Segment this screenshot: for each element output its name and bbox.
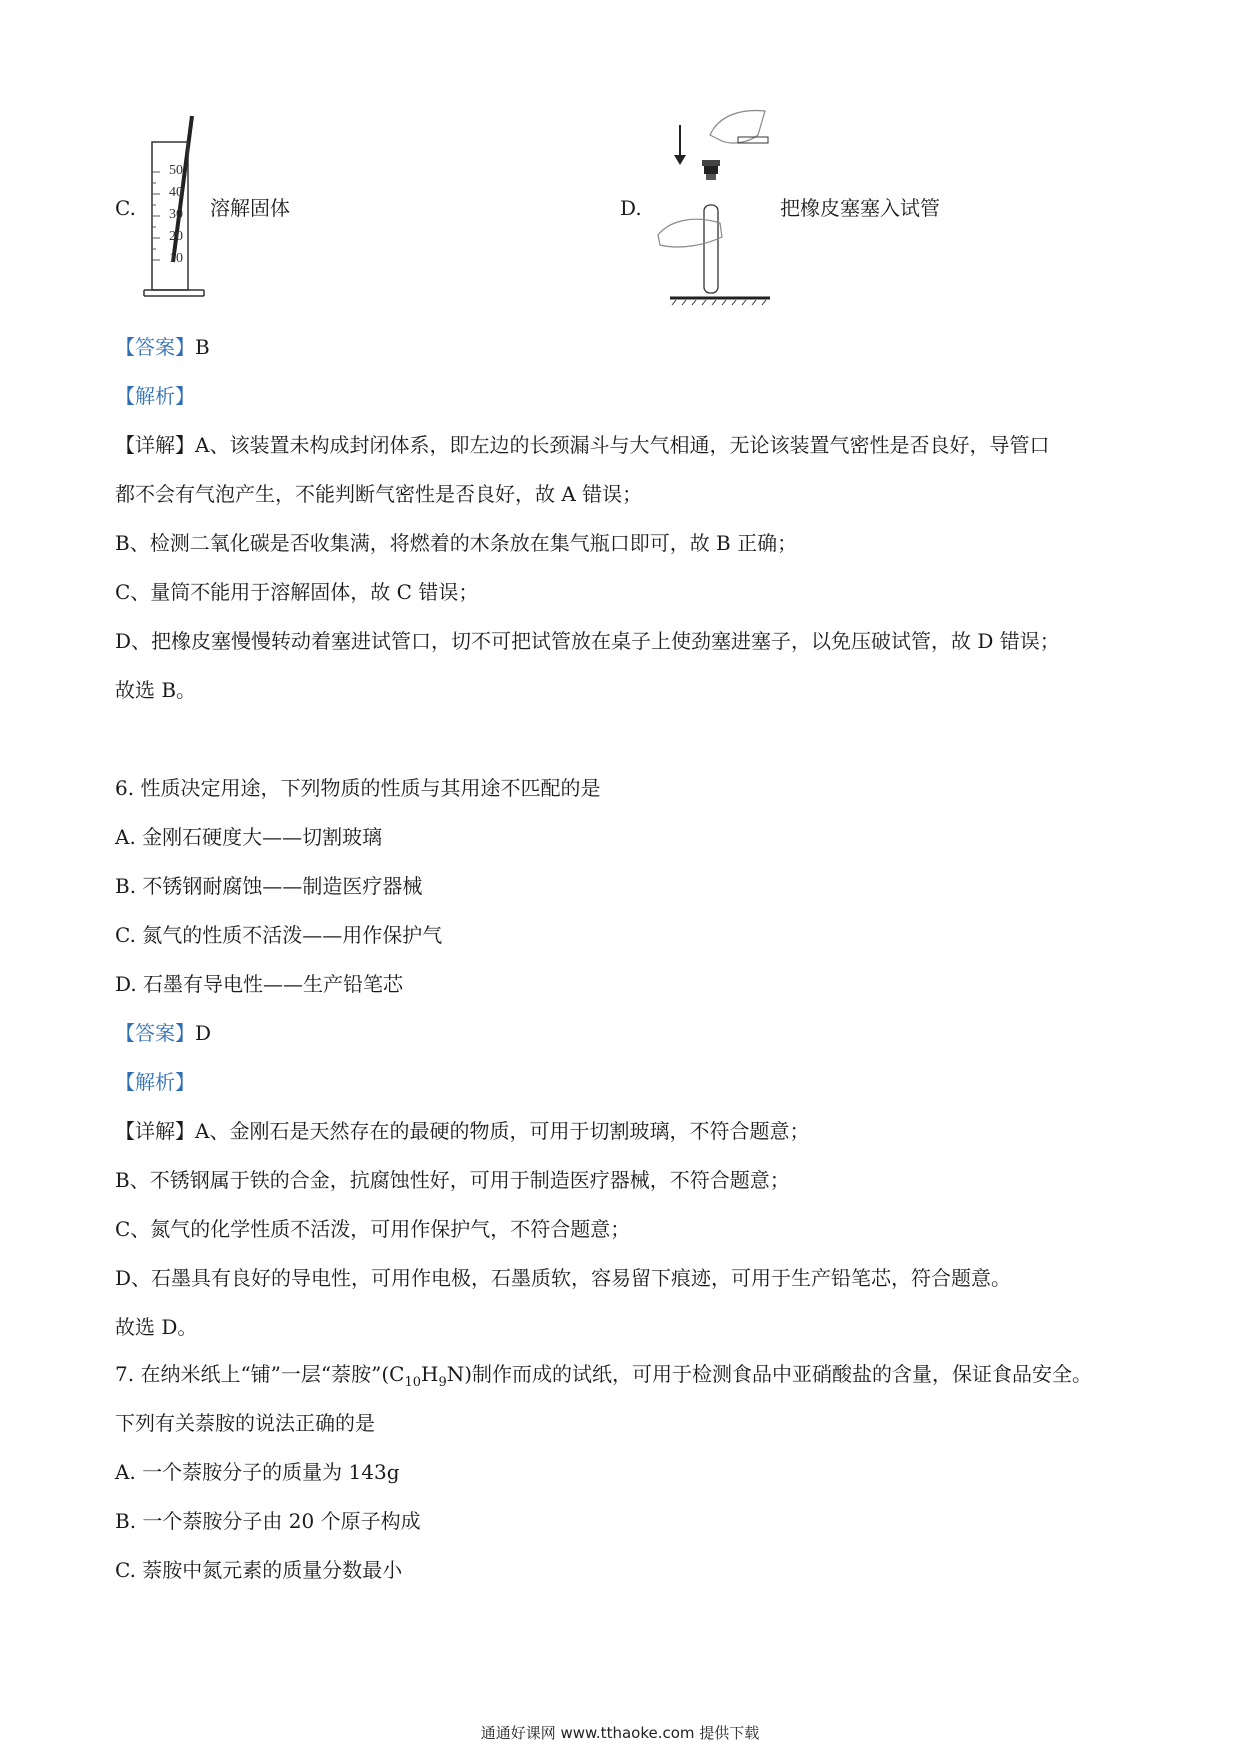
q5-detail-line: D、把橡皮塞慢慢转动着塞进试管口，切不可把试管放在桌子上使劲塞进塞子，以免压破试管，故 D 错误；	[115, 629, 1060, 653]
q7-stem-part: N)制作而成的试纸，可用于检测食品中亚硝酸盐的含量，保证食品安全。	[446, 1362, 1093, 1386]
q5-detail-line: B、检测二氧化碳是否收集满，将燃着的木条放在集气瓶口即可，故 B 正确；	[115, 531, 798, 555]
q6-detail-line: C、氮气的化学性质不活泼，可用作保护气，不符合题意；	[115, 1217, 631, 1241]
q7-option-b: B. 一个萘胺分子由 20 个原子构成	[115, 1509, 421, 1533]
q7-option-a: A. 一个萘胺分子的质量为 143g	[115, 1460, 400, 1484]
q7-option-c: C. 萘胺中氮元素的质量分数最小	[115, 1558, 403, 1582]
graduated-cylinder-illustration	[140, 112, 220, 302]
detail-tag: 【详解】	[115, 1119, 195, 1143]
detail-tag: 【详解】	[115, 433, 195, 457]
q6-option-d: D. 石墨有导电性——生产铅笔芯	[115, 972, 404, 996]
q5-detail-line: 故选 B。	[115, 678, 197, 702]
option-d-label: 把橡皮塞塞入试管	[780, 196, 940, 220]
option-d-letter: D.	[620, 196, 642, 220]
q7-formula-sub: 10	[404, 1375, 421, 1390]
answer-value: D	[195, 1021, 212, 1045]
option-c-label: 溶解固体	[210, 196, 290, 220]
q6-detail-line: 故选 D。	[115, 1315, 198, 1339]
answer-tag: 【答案】	[115, 1021, 195, 1045]
scale-30: 30	[169, 207, 183, 222]
scale-10: 10	[169, 251, 183, 266]
answer-value: B	[195, 335, 210, 359]
q5-detail-line: 都不会有气泡产生，不能判断气密性是否良好，故 A 错误；	[115, 482, 643, 506]
q7-stem	[115, 1362, 1093, 1390]
answer-tag: 【答案】	[115, 335, 195, 359]
q7-stem-part: 7. 在纳米纸上“铺”一层“萘胺”(C	[115, 1362, 405, 1386]
q7-stem-line2: 下列有关萘胺的说法正确的是	[115, 1411, 375, 1435]
q5-analysis-tag: 【解析】	[115, 384, 195, 408]
q6-option-c: C. 氮气的性质不活泼——用作保护气	[115, 923, 443, 947]
q7-stem-part: H	[421, 1362, 439, 1386]
scale-50: 50	[169, 163, 183, 178]
q5-detail-line: C、量筒不能用于溶解固体，故 C 错误；	[115, 580, 479, 604]
q6-detail-line: D、石墨具有良好的导电性，可用作电极，石墨质软，容易留下痕迹，可用于生产铅笔芯，符合题意。	[115, 1266, 1012, 1290]
scale-40: 40	[169, 185, 183, 200]
q6-analysis-tag: 【解析】	[115, 1070, 195, 1094]
q6-stem: 6. 性质决定用途，下列物质的性质与其用途不匹配的是	[115, 776, 601, 800]
q5-detail-line	[115, 433, 1049, 457]
q6-option-a: A. 金刚石硬度大——切割玻璃	[115, 825, 383, 849]
q6-detail-line: B、不锈钢属于铁的合金，抗腐蚀性好，可用于制造医疗器械，不符合题意；	[115, 1168, 790, 1192]
page-footer: 通通好课网 www.tthaoke.com 提供下载	[480, 1724, 760, 1742]
option-c-letter: C.	[115, 196, 136, 220]
detail-text: A、金刚石是天然存在的最硬的物质，可用于切割玻璃，不符合题意；	[195, 1119, 810, 1143]
q6-answer	[115, 1021, 211, 1045]
scale-20: 20	[169, 229, 183, 244]
q6-detail-line	[115, 1119, 809, 1143]
detail-text: A、该装置未构成封闭体系，即左边的长颈漏斗与大气相通，无论该装置气密性是否良好，导管口	[195, 433, 1050, 457]
test-tube-stopper-illustration	[650, 105, 790, 305]
q5-answer	[115, 335, 210, 359]
q7-formula-sub: 9	[438, 1375, 447, 1390]
q6-option-b: B. 不锈钢耐腐蚀——制造医疗器械	[115, 874, 423, 898]
